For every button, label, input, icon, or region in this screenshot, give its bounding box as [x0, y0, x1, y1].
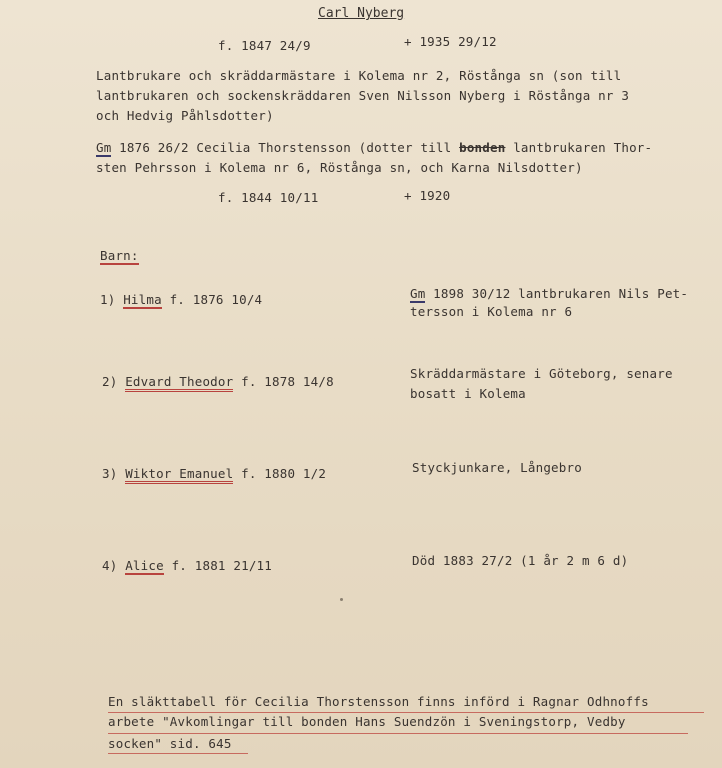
red-underline-2: [108, 733, 688, 734]
child-4-note-1: Död 1883 27/2 (1 år 2 m 6 d): [412, 553, 629, 568]
child-name: Hilma: [123, 292, 162, 307]
child-4: 4) Alice f. 1881 21/11: [102, 558, 272, 573]
spouse-death: + 1920: [404, 188, 451, 203]
marriage-abbrev: Gm: [96, 140, 112, 155]
child-2-note-1: Skräddarmästare i Göteborg, senare: [410, 366, 673, 381]
child-name: Alice: [125, 558, 164, 573]
child-2-note-2: bosatt i Kolema: [410, 386, 526, 401]
child-3: 3) Wiktor Emanuel f. 1880 1/2: [102, 466, 326, 482]
footer-line-3: socken" sid. 645: [108, 736, 232, 751]
description-line-1: Lantbrukare och skräddarmästare i Kolema nr 2, Röstånga sn (son till: [96, 68, 622, 83]
struck-word: bonden: [459, 140, 506, 155]
red-underline-1: [108, 712, 704, 713]
death-date: + 1935 29/12: [404, 34, 497, 49]
description-line-2: lantbrukaren och sockenskräddaren Sven Nilsson Nyberg i Röstånga nr 3: [96, 88, 630, 103]
child-1-note-2: tersson i Kolema nr 6: [410, 304, 573, 319]
ink-dot: [340, 598, 343, 601]
child-1-note-1: Gm 1898 30/12 lantbrukaren Nils Pet-: [410, 286, 689, 301]
marriage-line-1: Gm 1876 26/2 Cecilia Thorstensson (dotter till bonden lantbrukaren Thor-: [96, 140, 653, 155]
footer-line-2: arbete "Avkomlingar till bonden Hans Suendzön i Sveningstorp, Vedby: [108, 714, 626, 729]
red-underline-3: [108, 753, 248, 754]
children-heading: Barn:: [100, 248, 139, 263]
description-line-3: och Hedvig Påhlsdotter): [96, 108, 274, 123]
child-name: Edvard Theodor: [125, 374, 233, 392]
child-name: Wiktor Emanuel: [125, 466, 233, 484]
marriage-line-2: sten Pehrsson i Kolema nr 6, Röstånga sn, och Karna Nilsdotter): [96, 160, 583, 175]
child-1: 1) Hilma f. 1876 10/4: [100, 292, 263, 307]
birth-date: f. 1847 24/9: [218, 38, 311, 53]
child-3-note-1: Styckjunkare, Långebro: [412, 460, 582, 475]
spouse-birth: f. 1844 10/11: [218, 190, 319, 205]
person-name-title: Carl Nyberg: [318, 6, 405, 21]
child-2: 2) Edvard Theodor f. 1878 14/8: [102, 374, 334, 390]
footer-line-1: En släkttabell för Cecilia Thorstensson finns införd i Ragnar Odhnoffs: [108, 694, 649, 709]
